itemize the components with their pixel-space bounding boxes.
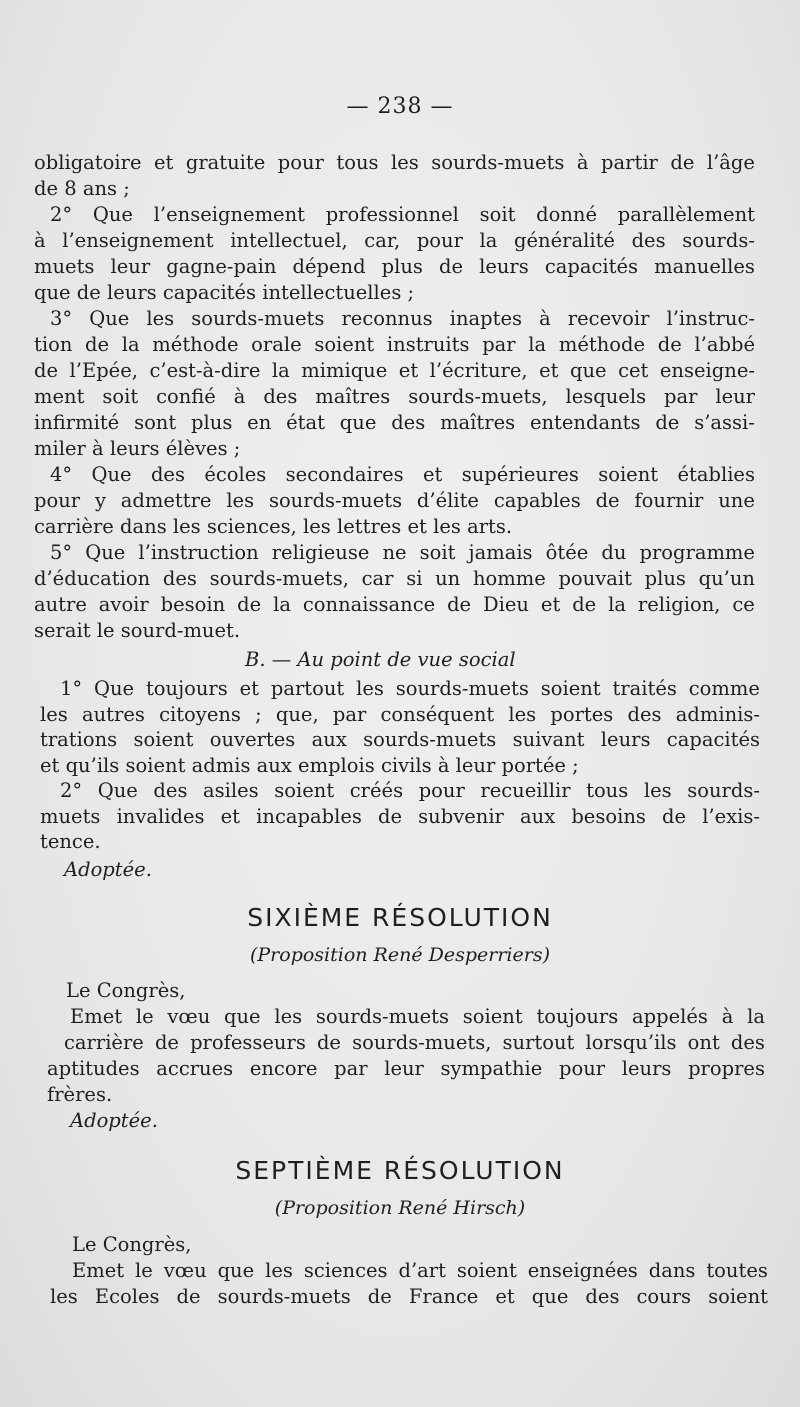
text-line: muets invalides et incapables de subvenir aux besoins de l’exis- [40, 804, 760, 828]
text-line: infirmité sont plus en état que des maîtres entendants de s’assi- [34, 411, 755, 434]
text-line: Emet le vœu que les sourds-muets soient toujours appelés à la [70, 1005, 765, 1028]
text-line: 2° Que l’enseignement professionnel soit donné parallèlement [50, 203, 755, 226]
text-line: Le Congrès, [66, 979, 186, 1002]
subheading-social: B. — Au point de vue social [245, 648, 516, 671]
text-line: serait le sourd-muet. [34, 619, 241, 642]
text-line: muets leur gagne-pain dépend plus de leurs capacités manuelles [34, 255, 755, 278]
text-line: les Ecoles de sourds-muets de France et que des cours soient [50, 1285, 768, 1308]
text-line: tion de la méthode orale soient instruits par la méthode de l’abbé [34, 333, 755, 356]
text-line: carrière dans les sciences, les lettres et les arts. [34, 515, 513, 538]
text-line: carrière de professeurs de sourds-muets, surtout lorsqu’ils ont des [64, 1031, 765, 1054]
text-line: 4° Que des écoles secondaires et supérieures soient établies [50, 463, 755, 486]
text-line: à l’enseignement intellectuel, car, pour la généralité des sourds- [34, 229, 755, 252]
text-line: frères. [47, 1083, 113, 1106]
text-line: de 8 ans ; [34, 177, 130, 200]
page-number: — 238 — [346, 94, 454, 119]
text-line: les autres citoyens ; que, par conséquent les portes des adminis- [40, 702, 760, 726]
text-line: d’éducation des sourds-muets, car si un homme pouvait plus qu’un [34, 567, 755, 590]
text-line: obligatoire et gratuite pour tous les sourds-muets à partir de l’âge [34, 151, 755, 174]
sixth-resolution-proposition: (Proposition René Desperriers) [249, 944, 550, 966]
text-line: 1° Que toujours et partout les sourds-muets soient traités comme [60, 677, 760, 700]
text-line: Emet le vœu que les sciences d’art soient enseignées dans toutes [72, 1259, 768, 1282]
text-line: 2° Que des asiles soient créés pour recueillir tous les sourds- [60, 779, 760, 802]
seventh-resolution-heading: SEPTIÈME RÉSOLUTION [235, 1156, 565, 1185]
text-line: 5° Que l’instruction religieuse ne soit jamais ôtée du programme [50, 541, 755, 564]
text-line: que de leurs capacités intellectuelles ; [34, 281, 415, 304]
adopted-label: Adoptée. [70, 1109, 158, 1132]
text-line: et qu’ils soient admis aux emplois civils à leur portée ; [40, 753, 579, 777]
text-line: ment soit confié à des maîtres sourds-muets, lesquels par leur [34, 385, 755, 408]
text-line: miler à leurs élèves ; [34, 437, 241, 460]
text-line: aptitudes accrues encore par leur sympathie pour leurs propres [47, 1057, 765, 1080]
text-line: de l’Epée, c’est-à-dire la mimique et l’écriture, et que cet enseigne- [34, 359, 755, 382]
text-line: pour y admettre les sourds-muets d’élite capables de fournir une [34, 489, 755, 512]
adopted-label: Adoptée. [64, 858, 152, 881]
text-line: autre avoir besoin de la connaissance de Dieu et de la religion, ce [34, 593, 755, 616]
text-line: trations soient ouvertes aux sourds-muets suivant leurs capacités [40, 728, 760, 751]
text-line: tence. [40, 830, 101, 853]
text-line: 3° Que les sourds-muets reconnus inaptes à recevoir l’instruc- [50, 307, 755, 330]
sixth-resolution-heading: SIXIÈME RÉSOLUTION [247, 903, 553, 932]
text-line: Le Congrès, [72, 1233, 192, 1256]
seventh-resolution-proposition: (Proposition René Hirsch) [274, 1197, 526, 1219]
